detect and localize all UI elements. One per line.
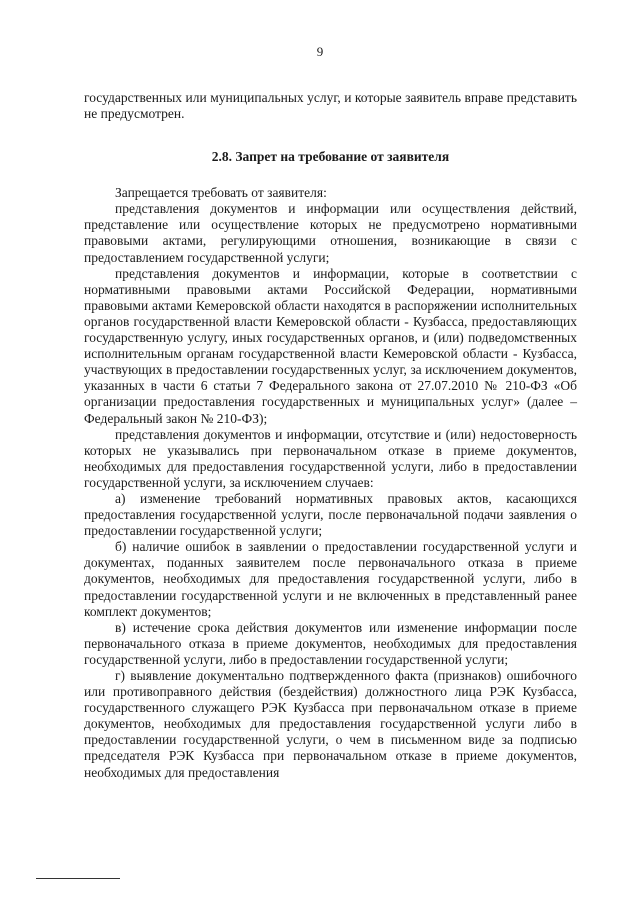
- exception-case: б) наличие ошибок в заявлении о предоставлении государственной услуги и документах, поданных заявителем после первоначального отказа в приеме документов, необходимых для предоставления государственной услуги, либо в предоставлении государственной услуги и не включенных в представленный ранее комплект документов;: [84, 539, 577, 619]
- exception-case: в) истечение срока действия документов или изменение информации после первоначального отказа в приеме документов, необходимых для предоставления государственной услуги, либо в предоставлении государственной услуги;: [84, 619, 577, 667]
- page-number: 9: [316, 44, 324, 59]
- requirement-item: представления документов и информации или осуществления действий, представление или осуществление которых не предусмотрено нормативными правовыми актами, регулирующими отношения, возникающие в связи с предоставлением государственной услуги;: [84, 201, 577, 265]
- exception-case: г) выявление документально подтвержденного факта (признаков) ошибочного или противоправного действия (бездействия) должностного лица РЭК Кузбасса, государственного служащего РЭК Кузбасса при первоначальном отказе в приеме документов, необходимых для предоставления государственной услуги либо в предоставлении государственной услуги, о чем в письменном виде за подписью председателя РЭК Кузбасса при первоначальном отказе в приеме документов, необходимых для предоставления: [84, 668, 577, 780]
- intro-continuation: государственных или муниципальных услуг, и которые заявитель вправе представить не предусмотрен.: [84, 90, 577, 122]
- section-title: 2.8. Запрет на требование от заявителя: [211, 149, 450, 165]
- requirement-item: представления документов и информации, которые в соответствии с нормативными правовыми актами Российской Федерации, нормативными правовыми актами Кемеровской области находятся в распоряжении исполнительных органов государственной власти Кемеровской области - Кузбасса, предоставляющих государственную услугу, иных государственных органов, и (или) подведомственных исполнительным органам государственной власти Кемеровской области - Кузбасса, участвующих в предоставлении государственных услуг, за исключением документов, указанных в части 6 статьи 7 Федерального закона от 27.07.2010 № 210-ФЗ «Об организации предоставления государственных и муниципальных услуг» (далее – Федеральный закон № 210-ФЗ);: [84, 265, 577, 426]
- exception-case: а) изменение требований нормативных правовых актов, касающихся предоставления государственной услуги, после первоначальной подачи заявления о предоставлении государственной услуги;: [84, 490, 577, 539]
- document-body: [84, 90, 577, 781]
- requirement-item: представления документов и информации, отсутствие и (или) недостоверность которых не указывались при первоначальном отказе в приеме документов, необходимых для предоставления государственной услуги, либо в предоставлении государственной услуги, за исключением случаев:: [84, 426, 577, 490]
- footer-rule: [36, 878, 120, 879]
- section-lead: Запрещается требовать от заявителя:: [115, 185, 327, 201]
